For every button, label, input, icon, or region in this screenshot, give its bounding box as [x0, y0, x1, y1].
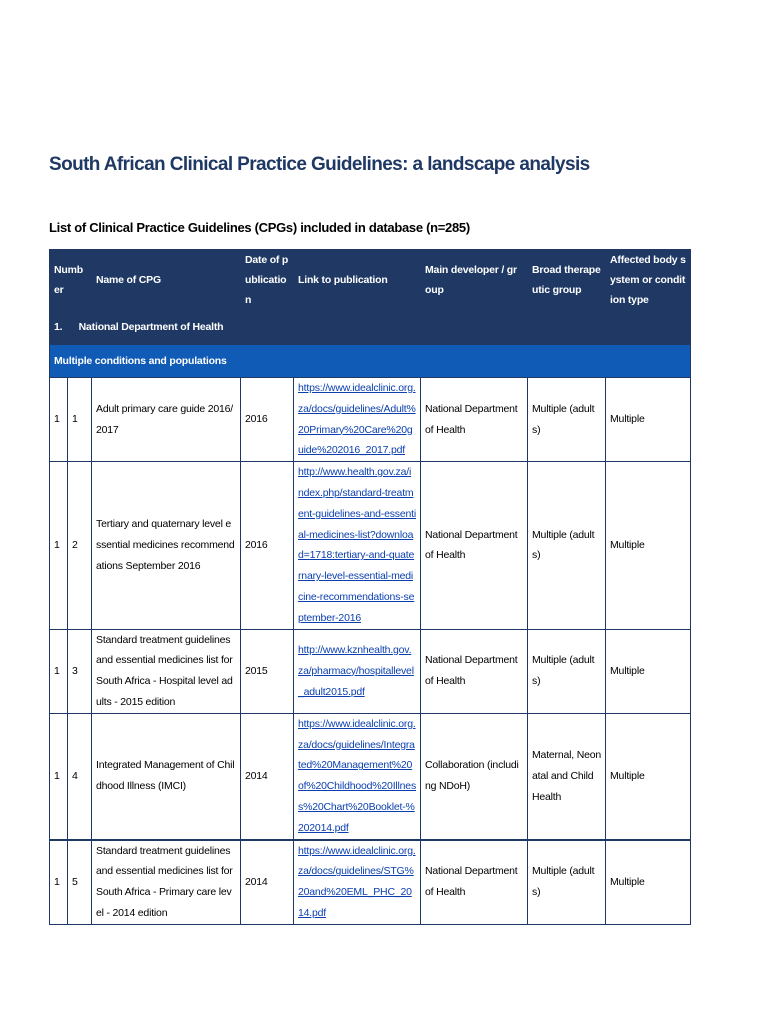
row-developer: National Department of Health — [421, 378, 528, 462]
table-row — [50, 462, 691, 629]
row-date: 2016 — [241, 462, 294, 629]
row-link-cell — [294, 378, 421, 462]
row-date: 2016 — [241, 378, 294, 462]
subsection-row — [50, 345, 691, 378]
table-row — [50, 629, 691, 713]
header-therapeutic-group: Broad therapeutic group — [528, 250, 606, 311]
row-therapeutic-group: Maternal, Neonatal and Child Health — [528, 713, 606, 839]
row-affected-system: Multiple — [606, 629, 691, 713]
section-heading: 1. National Department of Health — [50, 311, 691, 345]
row-link-cell — [294, 840, 421, 925]
section-row — [50, 311, 691, 345]
row-item-number: 5 — [68, 840, 92, 925]
row-item-number: 2 — [68, 462, 92, 629]
row-affected-system: Multiple — [606, 462, 691, 629]
header-affected-system: Affected body system or condition type — [606, 250, 691, 311]
row-cpg-name: Standard treatment guidelines and essential medicines list for South Africa - Hospital level adults - 2015 edition — [92, 629, 241, 713]
row-affected-system: Multiple — [606, 378, 691, 462]
table-caption: List of Clinical Practice Guidelines (CPGs) included in database (n=285) — [49, 220, 470, 235]
row-therapeutic-group: Multiple (adults) — [528, 378, 606, 462]
row-item-number: 3 — [68, 629, 92, 713]
publication-link[interactable]: http://www.health.gov.za/index.php/standard-treatment-guidelines-and-essential-medicines-list?download=1718:tertiary-and-quaternary-level-essential-medicine-recommendations-september-2016 — [298, 466, 416, 624]
row-link-cell — [294, 713, 421, 839]
publication-link[interactable]: http://www.kznhealth.gov.za/pharmacy/hospitallevel_adult2015.pdf — [298, 643, 414, 698]
row-developer: National Department of Health — [421, 840, 528, 925]
row-cpg-name: Standard treatment guidelines and essential medicines list for South Africa - Primary care level - 2014 edition — [92, 840, 241, 925]
row-cpg-name: Integrated Management of Childhood Illness (IMCI) — [92, 713, 241, 839]
subsection-heading: Multiple conditions and populations — [50, 345, 691, 378]
row-therapeutic-group: Multiple (adults) — [528, 629, 606, 713]
publication-link[interactable]: https://www.idealclinic.org.za/docs/guidelines/Adult%20Primary%20Care%20guide%202016_2017.pdf — [298, 382, 416, 457]
row-link-cell — [294, 629, 421, 713]
row-therapeutic-group: Multiple (adults) — [528, 840, 606, 925]
header-number: Number — [50, 250, 92, 311]
row-group-number: 1 — [50, 462, 68, 629]
row-date: 2015 — [241, 629, 294, 713]
row-developer: National Department of Health — [421, 629, 528, 713]
header-developer: Main developer / group — [421, 250, 528, 311]
cpg-table — [49, 249, 691, 925]
row-group-number: 1 — [50, 629, 68, 713]
row-date: 2014 — [241, 840, 294, 925]
row-developer: Collaboration (including NDoH) — [421, 713, 528, 839]
row-date: 2014 — [241, 713, 294, 839]
header-link: Link to publication — [294, 250, 421, 311]
header-name: Name of CPG — [92, 250, 241, 311]
row-cpg-name: Tertiary and quaternary level essential medicines recommendations September 2016 — [92, 462, 241, 629]
row-group-number: 1 — [50, 840, 68, 925]
document-title: South African Clinical Practice Guidelines: a landscape analysis — [49, 154, 590, 175]
row-affected-system: Multiple — [606, 713, 691, 839]
row-developer: National Department of Health — [421, 462, 528, 629]
row-item-number: 1 — [68, 378, 92, 462]
table-row — [50, 378, 691, 462]
row-therapeutic-group: Multiple (adults) — [528, 462, 606, 629]
table-header-row — [50, 250, 691, 311]
row-link-cell — [294, 462, 421, 629]
table-row — [50, 713, 691, 839]
row-group-number: 1 — [50, 378, 68, 462]
publication-link[interactable]: https://www.idealclinic.org.za/docs/guidelines/Integrated%20Management%20of%20Childhood%20Illness%20Chart%20Booklet-%202014.pdf — [298, 717, 417, 834]
row-cpg-name: Adult primary care guide 2016/2017 — [92, 378, 241, 462]
row-affected-system: Multiple — [606, 840, 691, 925]
row-item-number: 4 — [68, 713, 92, 839]
header-date: Date of publication — [241, 250, 294, 311]
table-row — [50, 840, 691, 925]
publication-link[interactable]: https://www.idealclinic.org.za/docs/guidelines/STG%20and%20EML_PHC_2014.pdf — [298, 844, 416, 919]
row-group-number: 1 — [50, 713, 68, 839]
